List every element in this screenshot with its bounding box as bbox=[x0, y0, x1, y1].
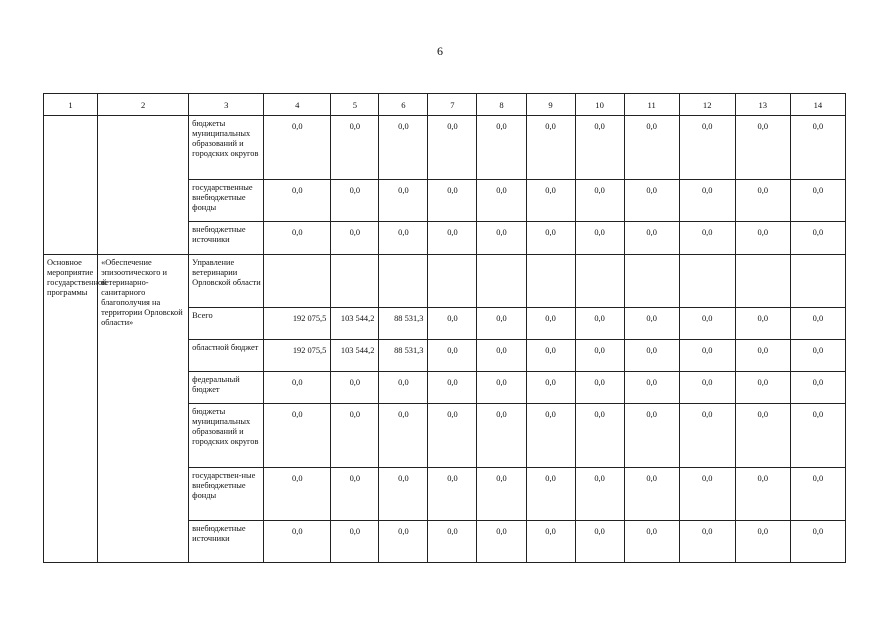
value-cell: 0,0 bbox=[575, 521, 624, 563]
value-cell: 0,0 bbox=[624, 308, 679, 340]
empty-cell bbox=[624, 255, 679, 308]
header-cell: 14 bbox=[790, 94, 845, 116]
header-cell: 10 bbox=[575, 94, 624, 116]
value-cell: 0,0 bbox=[679, 180, 735, 222]
value-cell: 0,0 bbox=[624, 222, 679, 255]
header-cell: 7 bbox=[428, 94, 477, 116]
empty-cell bbox=[575, 255, 624, 308]
value-cell: 0,0 bbox=[264, 521, 331, 563]
value-cell: 0,0 bbox=[264, 372, 331, 404]
table-row bbox=[44, 116, 846, 180]
source-label: областной бюджет bbox=[189, 340, 264, 372]
value-cell: 0,0 bbox=[331, 116, 379, 180]
value-cell: 0,0 bbox=[526, 404, 575, 468]
empty-cell bbox=[679, 255, 735, 308]
value-cell: 0,0 bbox=[679, 404, 735, 468]
value-cell: 0,0 bbox=[679, 340, 735, 372]
empty-cell bbox=[44, 116, 98, 255]
value-cell: 0,0 bbox=[428, 404, 477, 468]
value-cell: 0,0 bbox=[379, 521, 428, 563]
empty-cell bbox=[790, 255, 845, 308]
value-cell: 0,0 bbox=[428, 340, 477, 372]
empty-cell bbox=[98, 116, 189, 255]
source-label: государственные внебюджетные фонды bbox=[189, 180, 264, 222]
value-cell: 0,0 bbox=[575, 404, 624, 468]
value-cell: 0,0 bbox=[735, 521, 790, 563]
table-row bbox=[44, 255, 846, 308]
empty-cell bbox=[428, 255, 477, 308]
value-cell: 88 531,3 bbox=[379, 340, 428, 372]
value-cell: 0,0 bbox=[477, 340, 526, 372]
value-cell: 0,0 bbox=[428, 308, 477, 340]
value-cell: 0,0 bbox=[264, 116, 331, 180]
value-cell: 0,0 bbox=[679, 468, 735, 521]
value-cell: 0,0 bbox=[790, 468, 845, 521]
value-cell: 0,0 bbox=[428, 468, 477, 521]
source-label: бюджеты муниципальных образований и городских округов bbox=[189, 116, 264, 180]
value-cell: 0,0 bbox=[264, 180, 331, 222]
header-cell: 11 bbox=[624, 94, 679, 116]
value-cell: 0,0 bbox=[624, 180, 679, 222]
value-cell: 0,0 bbox=[331, 180, 379, 222]
value-cell: 0,0 bbox=[735, 116, 790, 180]
value-cell: 0,0 bbox=[379, 116, 428, 180]
header-cell: 3 bbox=[189, 94, 264, 116]
value-cell: 103 544,2 bbox=[331, 340, 379, 372]
value-cell: 0,0 bbox=[575, 222, 624, 255]
source-label: внебюджетные источники bbox=[189, 222, 264, 255]
value-cell: 0,0 bbox=[790, 180, 845, 222]
value-cell: 0,0 bbox=[477, 468, 526, 521]
value-cell: 0,0 bbox=[790, 116, 845, 180]
empty-cell bbox=[379, 255, 428, 308]
value-cell: 192 075,5 bbox=[264, 308, 331, 340]
value-cell: 0,0 bbox=[679, 372, 735, 404]
value-cell: 0,0 bbox=[264, 468, 331, 521]
value-cell: 0,0 bbox=[477, 180, 526, 222]
value-cell: 0,0 bbox=[526, 340, 575, 372]
value-cell: 0,0 bbox=[624, 340, 679, 372]
value-cell: 88 531,3 bbox=[379, 308, 428, 340]
value-cell: 0,0 bbox=[624, 372, 679, 404]
value-cell: 0,0 bbox=[428, 116, 477, 180]
value-cell: 0,0 bbox=[526, 222, 575, 255]
value-cell: 0,0 bbox=[526, 180, 575, 222]
value-cell: 0,0 bbox=[331, 521, 379, 563]
value-cell: 0,0 bbox=[735, 340, 790, 372]
value-cell: 0,0 bbox=[575, 180, 624, 222]
event-title: «Обеспечение эпизоотического и ветеринарно-санитарного благополучия на территории Орловской области» bbox=[98, 255, 189, 563]
empty-cell bbox=[735, 255, 790, 308]
responsible-executor: Управление ветеринарии Орловской области bbox=[189, 255, 264, 308]
value-cell: 0,0 bbox=[679, 222, 735, 255]
value-cell: 0,0 bbox=[526, 308, 575, 340]
value-cell: 0,0 bbox=[679, 116, 735, 180]
value-cell: 192 075,5 bbox=[264, 340, 331, 372]
source-label: государствен-ные внебюджетные фонды bbox=[189, 468, 264, 521]
value-cell: 0,0 bbox=[679, 521, 735, 563]
value-cell: 0,0 bbox=[477, 116, 526, 180]
value-cell: 0,0 bbox=[790, 340, 845, 372]
value-cell: 0,0 bbox=[331, 404, 379, 468]
value-cell: 0,0 bbox=[428, 180, 477, 222]
value-cell: 0,0 bbox=[264, 222, 331, 255]
value-cell: 0,0 bbox=[477, 308, 526, 340]
value-cell: 0,0 bbox=[735, 404, 790, 468]
header-cell: 2 bbox=[98, 94, 189, 116]
header-cell: 13 bbox=[735, 94, 790, 116]
value-cell: 0,0 bbox=[679, 308, 735, 340]
value-cell: 0,0 bbox=[790, 372, 845, 404]
source-label: Всего bbox=[189, 308, 264, 340]
value-cell: 0,0 bbox=[379, 372, 428, 404]
value-cell: 0,0 bbox=[735, 180, 790, 222]
value-cell: 0,0 bbox=[624, 468, 679, 521]
value-cell: 0,0 bbox=[790, 308, 845, 340]
value-cell: 0,0 bbox=[428, 222, 477, 255]
empty-cell bbox=[331, 255, 379, 308]
value-cell: 0,0 bbox=[624, 521, 679, 563]
header-cell: 4 bbox=[264, 94, 331, 116]
value-cell: 0,0 bbox=[575, 372, 624, 404]
page-number: 6 bbox=[437, 44, 443, 58]
empty-cell bbox=[477, 255, 526, 308]
value-cell: 0,0 bbox=[790, 222, 845, 255]
source-label: бюджеты муниципальных образований и городских округов bbox=[189, 404, 264, 468]
value-cell: 0,0 bbox=[526, 468, 575, 521]
value-cell: 0,0 bbox=[735, 308, 790, 340]
source-label: федеральный бюджет bbox=[189, 372, 264, 404]
value-cell: 103 544,2 bbox=[331, 308, 379, 340]
value-cell: 0,0 bbox=[624, 116, 679, 180]
header-cell: 8 bbox=[477, 94, 526, 116]
value-cell: 0,0 bbox=[379, 222, 428, 255]
value-cell: 0,0 bbox=[428, 372, 477, 404]
empty-cell bbox=[264, 255, 331, 308]
event-type: Основное мероприятие государственной программы bbox=[44, 255, 98, 563]
value-cell: 0,0 bbox=[331, 222, 379, 255]
value-cell: 0,0 bbox=[575, 308, 624, 340]
value-cell: 0,0 bbox=[790, 404, 845, 468]
value-cell: 0,0 bbox=[735, 468, 790, 521]
value-cell: 0,0 bbox=[428, 521, 477, 563]
value-cell: 0,0 bbox=[331, 372, 379, 404]
value-cell: 0,0 bbox=[379, 468, 428, 521]
header-cell: 5 bbox=[331, 94, 379, 116]
value-cell: 0,0 bbox=[790, 521, 845, 563]
header-cell: 12 bbox=[679, 94, 735, 116]
header-cell: 1 bbox=[44, 94, 98, 116]
header-cell: 9 bbox=[526, 94, 575, 116]
value-cell: 0,0 bbox=[526, 116, 575, 180]
value-cell: 0,0 bbox=[735, 372, 790, 404]
empty-cell bbox=[526, 255, 575, 308]
value-cell: 0,0 bbox=[624, 404, 679, 468]
value-cell: 0,0 bbox=[575, 116, 624, 180]
value-cell: 0,0 bbox=[526, 521, 575, 563]
value-cell: 0,0 bbox=[477, 404, 526, 468]
header-cell: 6 bbox=[379, 94, 428, 116]
header-row bbox=[44, 94, 846, 116]
budget-table bbox=[43, 93, 846, 563]
value-cell: 0,0 bbox=[331, 468, 379, 521]
value-cell: 0,0 bbox=[264, 404, 331, 468]
value-cell: 0,0 bbox=[575, 340, 624, 372]
value-cell: 0,0 bbox=[477, 372, 526, 404]
source-label: внебюджетные источники bbox=[189, 521, 264, 563]
value-cell: 0,0 bbox=[575, 468, 624, 521]
value-cell: 0,0 bbox=[735, 222, 790, 255]
value-cell: 0,0 bbox=[379, 404, 428, 468]
value-cell: 0,0 bbox=[526, 372, 575, 404]
value-cell: 0,0 bbox=[477, 222, 526, 255]
value-cell: 0,0 bbox=[477, 521, 526, 563]
value-cell: 0,0 bbox=[379, 180, 428, 222]
